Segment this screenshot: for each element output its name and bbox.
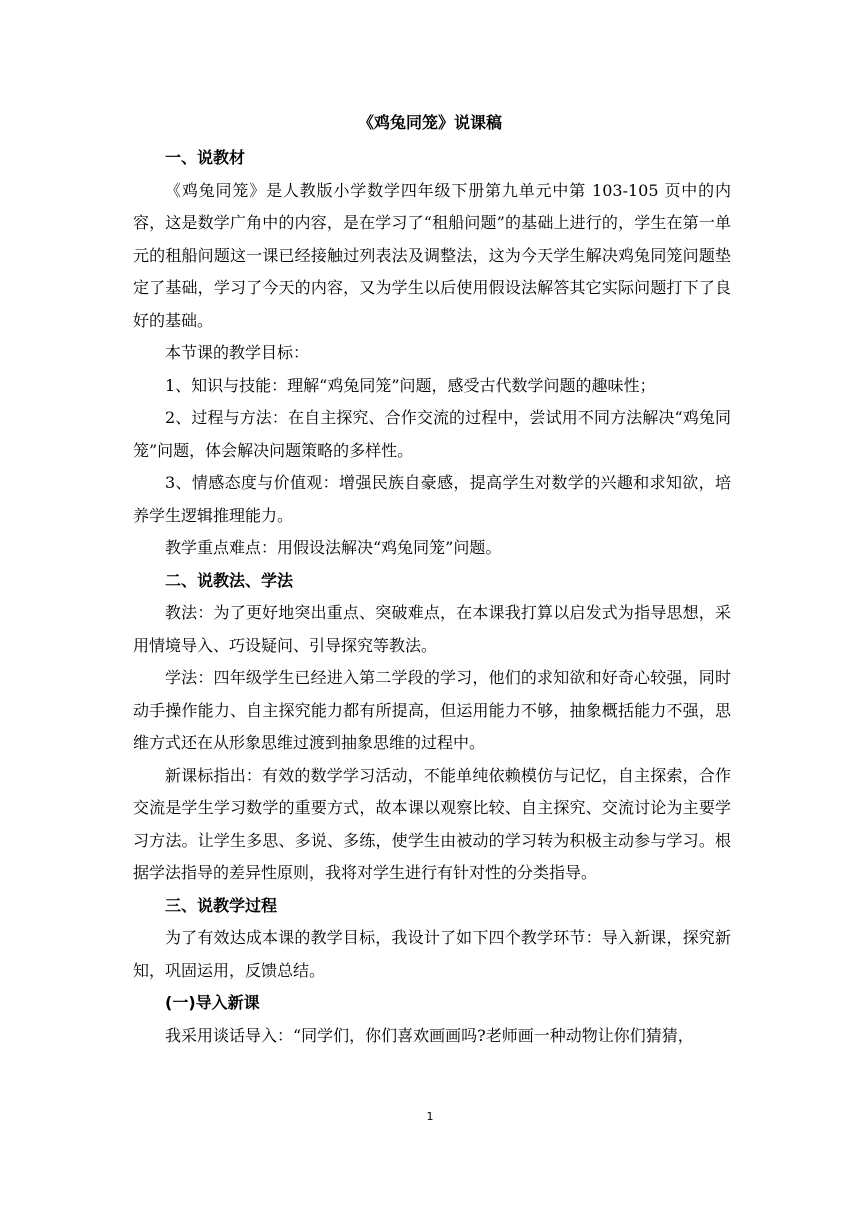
document-body: [133, 142, 731, 1052]
paragraph: 《鸡兔同笼》是人教版小学数学四年级下册第九单元中第 103-105 页中的内容，这是数学广角中的内容，是在学习了“租船问题”的基础上进行的，学生在第一单元的租船问题这一课已经接触过列表法及调整法，这为今天学生解决鸡兔同笼问题垫定了基础，学习了今天的内容，又为学生以后使用假设法解答其它实际问题打下了良好的基础。: [133, 180, 731, 330]
subsection-heading: (一)导入新课: [165, 993, 260, 1012]
list-item: 2、过程与方法：在自主探究、合作交流的过程中，尝试用不同方法解决“鸡兔同笼”问题，体会解决问题策略的多样性。: [133, 408, 731, 460]
list-item: 1、知识与技能：理解“鸡兔同笼”问题，感受古代数学问题的趣味性；: [165, 375, 656, 395]
section-heading: 三、说教学过程: [165, 895, 278, 915]
page-number: 1: [426, 1110, 434, 1123]
paragraph: 学法：四年级学生已经进入第二学段的学习，他们的求知欲和好奇心较强，同时动手操作能力、自主探究能力都有所提高，但运用能力不够，抽象概括能力不强，思维方式还在从形象思维过渡到抽象思维的过程中。: [133, 668, 731, 752]
paragraph: 教法：为了更好地突出重点、突破难点，在本课我打算以启发式为指导思想，采用情境导入、巧设疑问、引导探究等教法。: [133, 603, 731, 655]
paragraph: 新课标指出：有效的数学学习活动，不能单纯依赖模仿与记忆，自主探索，合作交流是学生学习数学的重要方式，故本课以观察比较、自主探究、交流讨论为主要学习方法。让学生多思、多说、多练，使学生由被动的学习转为积极主动参与学习。根据学法指导的差异性原则，我将对学生进行有针对性的分类指导。: [133, 765, 731, 882]
section-heading: 一、说教材: [165, 148, 246, 167]
paragraph: 为了有效达成本课的教学目标，我设计了如下四个教学环节：导入新课，探究新知，巩固运用，反馈总结。: [133, 928, 731, 980]
list-item: 3、情感态度与价值观：增强民族自豪感，提高学生对数学的兴趣和求知欲，培养学生逻辑推理能力。: [133, 473, 731, 525]
section-heading: 二、说教法、学法: [165, 570, 294, 590]
paragraph: 教学重点难点：用假设法解决“鸡兔同笼”问题。: [165, 538, 502, 557]
paragraph: 本节课的教学目标：: [165, 343, 310, 362]
document-title: 《鸡兔同笼》说课稿: [357, 113, 502, 132]
paragraph: 我采用谈话导入：“同学们，你们喜欢画画吗?老师画一种动物让你们猜猜，: [165, 1025, 694, 1045]
